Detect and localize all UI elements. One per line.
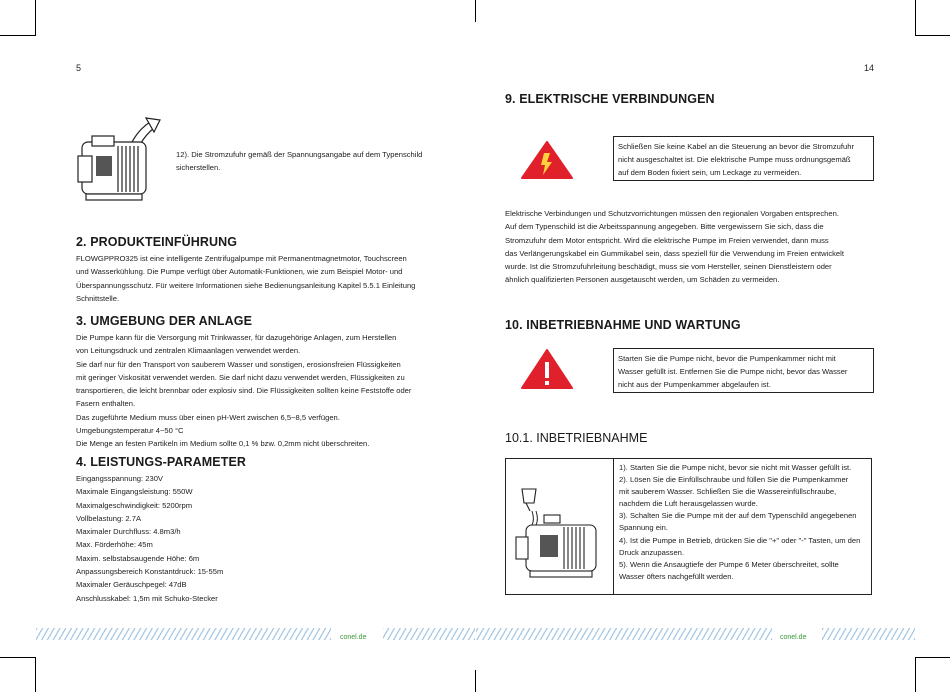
text-line: Auf dem Typenschild ist die Arbeitsspannung angegeben. Bitte vergewissern Sie sich, dass die (505, 222, 824, 232)
subsection-heading: 10.1. INBETRIEBNAHME (505, 431, 648, 445)
text-line: ähnlich qualifizierten Personen ausgetauscht werden, um Schäden zu vermeiden. (505, 275, 780, 285)
text-line: Das zugeführte Medium muss über einen pH-Wert zwischen 6,5~8,5 verfügen. (76, 412, 340, 422)
exclamation-warning-icon (520, 348, 574, 390)
crop-mark (0, 657, 36, 658)
section-heading: 9. ELEKTRISCHE VERBINDUNGEN (505, 92, 715, 106)
crop-mark (915, 657, 950, 658)
text-line: von Leitungsdruck und zentralen Klimaanlagen verwendet werden. (76, 346, 301, 356)
parameter-line: Anschlusskabel: 1,5m mit Schuko-Stecker (76, 593, 218, 603)
text-line: Die Pumpe kann für die Versorgung mit Trinkwasser, für dazugehörige Anlagen, zum Herstellen (76, 333, 397, 342)
text-line: mit geringer Viskosität verwendet werden. Sie darf nicht dazu verwendet werden, Flüssigkeiten zu (76, 372, 405, 382)
high-voltage-warning-icon (520, 140, 574, 180)
footer-hatch (36, 628, 331, 640)
startup-instructions-box (505, 458, 872, 595)
step-line: mit sauberem Wasser. Schließen Sie die Wassereinfüllschraube, (619, 487, 837, 497)
pump-filling-icon (512, 481, 608, 581)
pump-with-arrow-icon (76, 116, 166, 204)
text-line: nicht aus der Pumpenkammer abgelaufen ist. (618, 380, 771, 390)
parameter-line: Maximalgeschwindigkeit: 5200rpm (76, 500, 193, 510)
commissioning-warning-box (613, 348, 874, 393)
text-line: FLOWGPPRO325 ist eine intelligente Zentrifugalpumpe mit Permanentmagnetmotor, Touchscreen (76, 254, 407, 263)
parameter-line: Eingangsspannung: 230V (76, 474, 163, 483)
text-line: Die Menge an festen Partikeln im Medium sollte 0,1 % bzw. 0,2mm nicht überschreiten. (76, 439, 370, 449)
parameters-list (76, 472, 223, 605)
crop-mark (35, 657, 36, 692)
section-heading: 3. UMGEBUNG DER ANLAGE (76, 314, 253, 328)
section-heading: 10. INBETRIEBNAHME UND WARTUNG (505, 318, 741, 332)
footer-brand[interactable]: conel.de (780, 634, 807, 641)
footer-hatch (476, 628, 772, 640)
text-line: Elektrische Verbindungen und Schutzvorrichtungen müssen den regionalen Vorgaben entsprechen. (505, 209, 839, 218)
text-line: Sie darf nur für den Transport von sauberem Wasser und sonstigen, erosionsfreien Flüssigkeiten (76, 359, 401, 369)
step-line: 2). Lösen Sie die Einfüllschraube und füllen Sie die Pumpenkammer (619, 475, 849, 485)
section-heading: 4. LEISTUNGS-PARAMETER (76, 455, 247, 469)
electrical-body-text (505, 207, 844, 287)
footer-brand[interactable]: conel.de (340, 634, 367, 641)
text-line: wurde. Ist die Stromzufuhrleitung beschädigt, muss sie vom Hersteller, seinen Dienstleistern oder (505, 262, 832, 272)
text-line: nicht ausgeschaltet ist. Die elektrische Pumpe muss ordnungsgemäß (618, 155, 851, 165)
crop-mark (915, 0, 916, 36)
step-line: Wasser öfters nachgefüllt werden. (619, 571, 734, 581)
text-line: Wasser gefüllt ist. Entfernen Sie die Pumpe nicht, bevor das Wasser (618, 367, 848, 377)
crop-mark (915, 35, 950, 36)
environment-text (76, 331, 411, 451)
step-line: 5). Wenn die Ansaugtiefe der Pumpe 6 Meter überschreitet, sollte (619, 559, 839, 569)
startup-steps (619, 462, 860, 583)
text-line: auf dem Boden fixiert sein, um Leckage zu vermeiden. (618, 168, 802, 178)
text-line: sicherstellen. (176, 163, 221, 173)
electrical-warning-box (613, 136, 874, 181)
step-line: Spannung ein. (619, 523, 668, 533)
text-line: Starten Sie die Pumpe nicht, bevor die Pumpenkammer nicht mit (618, 354, 836, 363)
step-line: 3). Schalten Sie die Pumpe mit der auf dem Typenschild angegebenen (619, 511, 857, 521)
product-intro-text (76, 252, 415, 305)
intro-note (176, 148, 422, 175)
text-line: Schnittstelle. (76, 293, 120, 303)
step-line: 1). Starten Sie die Pumpe nicht, bevor sie nicht mit Wasser gefüllt ist. (619, 463, 852, 472)
left-page-number: 5 (76, 63, 82, 73)
text-line: 12). Die Stromzufuhr gemäß der Spannungsangabe auf dem Typenschild (176, 150, 423, 159)
right-page-number: 14 (864, 63, 875, 73)
step-line: 4). Ist die Pumpe in Betrieb, drücken Sie die "+" oder "-" Tasten, um den (619, 535, 861, 545)
step-line: Druck anzupassen. (619, 547, 685, 557)
parameter-line: Max. Förderhöhe: 45m (76, 540, 153, 550)
crop-mark (915, 657, 916, 692)
text-line: Umgebungstemperatur 4~50 °C (76, 426, 184, 436)
step-line: nachdem die Luft herausgelassen wurde. (619, 499, 758, 509)
text-line: das Verlängerungskabel ein Gummikabel sein, dass speziell für die Verwendung im Freien entwickelt (505, 248, 844, 258)
parameter-line: Maximale Eingangsleistung: 550W (76, 487, 193, 497)
parameter-line: Vollbelastung: 2.7A (76, 513, 142, 523)
text-line: und Wasserkühlung. Die Pumpe verfügt über Automatik-Funktionen, wie zum Beispiel Motor- und (76, 267, 403, 277)
crop-mark (475, 670, 476, 692)
crop-mark (0, 35, 36, 36)
text-line: Stromzufuhr dem Motor entspricht. Wird die elektrische Pumpe im Freien verwendet, dann muss (505, 235, 829, 245)
footer-hatch (822, 628, 915, 640)
text-line: Fasern enthalten. (76, 399, 136, 409)
text-line: Schließen Sie keine Kabel an die Steuerung an bevor die Stromzufuhr (618, 142, 854, 151)
footer-hatch (383, 628, 475, 640)
crop-mark (35, 0, 36, 36)
section-heading: 2. PRODUKTEINFÜHRUNG (76, 235, 238, 249)
text-line: transportieren, die leicht brennbar oder explosiv sind. Die Flüssigkeiten sollten keine Feststoffe oder (76, 386, 412, 396)
parameter-line: Maxim. selbstabsaugende Höhe: 6m (76, 553, 200, 563)
parameter-line: Anpassungsbereich Konstantdruck: 15-55m (76, 567, 224, 577)
parameter-line: Maximaler Geräuschpegel: 47dB (76, 580, 187, 590)
text-line: Überspannungsschutz. Für weitere Informationen siehe Bedienungsanleitung Kapitel 5.5.1 Einleitung (76, 280, 416, 290)
crop-mark (475, 0, 476, 22)
box-divider (613, 459, 614, 594)
parameter-line: Maximaler Durchfluss: 4.8m3/h (76, 527, 181, 537)
